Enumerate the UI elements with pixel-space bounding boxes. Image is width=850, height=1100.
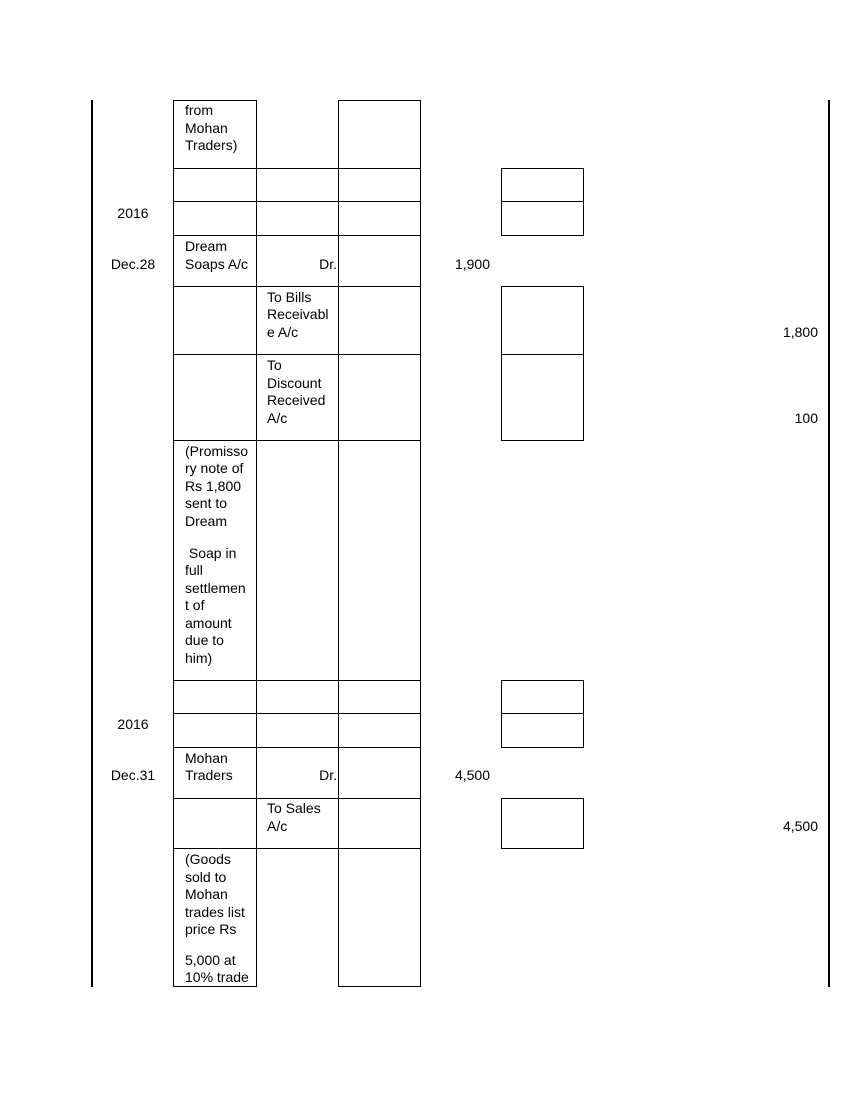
narration-line: 5,000 at bbox=[185, 952, 236, 968]
narration-line: Mohan bbox=[185, 120, 228, 136]
row-rule bbox=[256, 235, 339, 236]
particulars-cell bbox=[173, 713, 257, 748]
debit-account-line: Mohan bbox=[185, 750, 228, 766]
entry-date: Dec.28 bbox=[110, 256, 156, 272]
lf-cell bbox=[338, 680, 421, 714]
lf-cell bbox=[338, 848, 421, 987]
row-rule bbox=[256, 798, 339, 799]
lf-cell bbox=[338, 286, 421, 355]
narration-line: price Rs bbox=[185, 921, 237, 937]
debit-account-line: Traders bbox=[185, 767, 233, 783]
debit-account-line: Soaps A/c bbox=[185, 256, 249, 272]
narration-line: Traders) bbox=[185, 137, 238, 153]
narration-line: 10% trade bbox=[185, 969, 249, 985]
credit-account-line: To bbox=[267, 357, 282, 373]
left-border-line bbox=[91, 100, 93, 987]
row-rule bbox=[256, 440, 339, 441]
row-rule bbox=[256, 848, 339, 849]
credit-account-line: e A/c bbox=[267, 324, 299, 340]
narration-line: amount bbox=[185, 615, 232, 631]
narration-line: (Promisso bbox=[185, 443, 249, 459]
particulars-cell bbox=[173, 168, 257, 202]
row-rule bbox=[256, 354, 339, 355]
particulars-cell bbox=[173, 680, 257, 714]
narration-line: t of bbox=[185, 597, 205, 613]
narration-line: from bbox=[185, 102, 213, 118]
amount-cell bbox=[501, 798, 584, 849]
dr-label: Dr. bbox=[319, 767, 337, 783]
amount-cell bbox=[501, 680, 584, 714]
dr-label: Dr. bbox=[319, 256, 337, 272]
narration-line: due to bbox=[185, 632, 224, 648]
narration-line: full bbox=[185, 562, 203, 578]
row-rule bbox=[256, 747, 339, 748]
debit-amount: 4,500 bbox=[454, 767, 490, 783]
narration-line: Dream bbox=[185, 513, 228, 529]
narration-line: trades list bbox=[185, 904, 245, 920]
amount-cell bbox=[501, 168, 584, 202]
lf-cell bbox=[338, 440, 421, 681]
narration-line: settlemen bbox=[185, 580, 246, 596]
credit-account-line: Receivabl bbox=[267, 306, 329, 322]
credit-account-line: Discount bbox=[267, 375, 322, 391]
narration-line: sent to bbox=[185, 495, 228, 511]
narration-line: ry note of bbox=[185, 460, 244, 476]
amount-cell bbox=[501, 201, 584, 236]
credit-account-line: To Bills bbox=[267, 289, 312, 305]
lf-cell bbox=[338, 168, 421, 202]
credit-account-line: Received bbox=[267, 392, 326, 408]
credit-amount: 1,800 bbox=[782, 324, 818, 340]
narration-line: Rs 1,800 bbox=[185, 478, 242, 494]
narration-line: him) bbox=[185, 650, 213, 666]
row-rule bbox=[256, 168, 339, 169]
credit-account-line: A/c bbox=[267, 410, 288, 426]
particulars-cell bbox=[173, 798, 257, 849]
entry-year: 2016 bbox=[117, 716, 149, 732]
particulars-cell bbox=[173, 286, 257, 355]
lf-cell bbox=[338, 713, 421, 748]
lf-cell bbox=[338, 201, 421, 236]
amount-cell bbox=[501, 713, 584, 748]
credit-amount: 4,500 bbox=[782, 818, 818, 834]
lf-cell bbox=[338, 798, 421, 849]
narration-line: Soap in bbox=[185, 545, 237, 561]
row-rule bbox=[256, 680, 339, 681]
row-rule bbox=[256, 286, 339, 287]
narration-line: Mohan bbox=[185, 886, 228, 902]
lf-cell bbox=[338, 747, 421, 799]
row-rule bbox=[256, 201, 339, 202]
credit-amount: 100 bbox=[794, 410, 818, 426]
credit-account-line: A/c bbox=[267, 818, 288, 834]
lf-cell bbox=[338, 100, 421, 169]
row-rule bbox=[256, 713, 339, 714]
particulars-cell bbox=[173, 201, 257, 236]
lf-cell bbox=[338, 235, 421, 287]
narration-line: (Goods bbox=[185, 851, 231, 867]
entry-date: Dec.31 bbox=[110, 767, 156, 783]
narration-line: sold to bbox=[185, 869, 227, 885]
credit-account-line: To Sales bbox=[267, 800, 321, 816]
amount-cell bbox=[501, 354, 584, 441]
debit-amount: 1,900 bbox=[454, 256, 490, 272]
right-border-line bbox=[828, 100, 830, 987]
amount-cell bbox=[501, 286, 584, 355]
lf-cell bbox=[338, 354, 421, 441]
entry-year: 2016 bbox=[117, 205, 149, 221]
particulars-cell bbox=[173, 354, 257, 441]
debit-account-line: Dream bbox=[185, 238, 228, 254]
